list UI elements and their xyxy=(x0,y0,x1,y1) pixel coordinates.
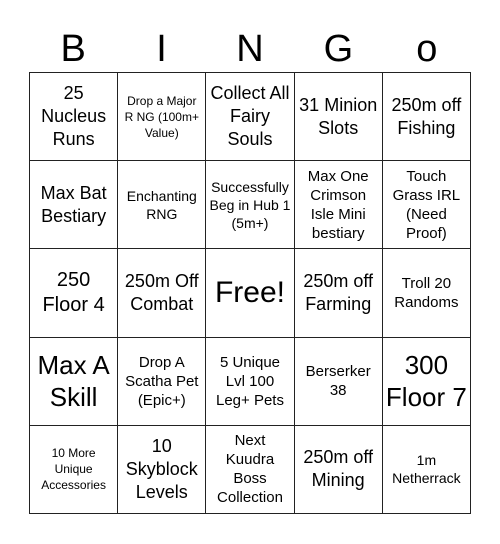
header-letter-i: I xyxy=(156,28,167,70)
bingo-cell[interactable] xyxy=(206,161,294,249)
bingo-cell[interactable] xyxy=(295,426,383,514)
cell-text: Max One Crimson Isle Mini bestiary xyxy=(307,167,369,242)
bingo-cell[interactable] xyxy=(383,426,471,514)
bingo-cell[interactable] xyxy=(295,161,383,249)
cell-text: Troll 20 Randoms xyxy=(394,274,459,311)
cell-text: 250 Floor 4 xyxy=(42,268,105,316)
cell-text: Free! xyxy=(214,275,285,309)
cell-text: 250m off Farming xyxy=(303,270,374,314)
bingo-cell[interactable] xyxy=(383,161,471,249)
cell-text: Successfully Beg in Hub 1 (5m+) xyxy=(209,178,291,231)
cell-text: Drop a Major R NG (100m+ Value) xyxy=(124,93,199,140)
bingo-cell[interactable] xyxy=(295,338,383,426)
cell-text: 250m Off Combat xyxy=(124,270,199,314)
bingo-cell[interactable] xyxy=(383,249,471,337)
header-letter-n: N xyxy=(236,28,264,70)
bingo-cell[interactable] xyxy=(118,161,206,249)
cell-text: 250m off Mining xyxy=(303,447,374,491)
bingo-cell[interactable] xyxy=(30,73,118,161)
bingo-cell[interactable] xyxy=(118,249,206,337)
cell-text: 300 Floor 7 xyxy=(385,350,467,413)
bingo-cell[interactable] xyxy=(118,426,206,514)
cell-text: 5 Unique Lvl 100 Leg+ Pets xyxy=(216,353,284,409)
bingo-cell[interactable] xyxy=(118,338,206,426)
cell-text: Touch Grass IRL (Need Proof) xyxy=(392,167,461,242)
cell-text: Enchanting RNG xyxy=(126,187,197,222)
cell-text: Max A Skill xyxy=(37,350,110,413)
cell-text: Max Bat Bestiary xyxy=(40,182,107,226)
bingo-header xyxy=(29,26,471,72)
bingo-cell[interactable] xyxy=(30,426,118,514)
header-letter-o: o xyxy=(416,28,438,70)
bingo-cell[interactable] xyxy=(383,73,471,161)
cell-text: Next Kuudra Boss Collection xyxy=(217,432,283,507)
cell-text: Drop A Scatha Pet (Epic+) xyxy=(125,353,199,409)
cell-text: 10 More Unique Accessories xyxy=(41,446,106,493)
header-letter-g: G xyxy=(323,28,354,70)
bingo-cell-free[interactable] xyxy=(206,249,294,337)
cell-text: 1m Netherrack xyxy=(392,452,461,487)
bingo-cell[interactable] xyxy=(118,73,206,161)
bingo-cell[interactable] xyxy=(295,73,383,161)
cell-text: 10 Skyblock Levels xyxy=(125,435,198,502)
bingo-cell[interactable] xyxy=(206,426,294,514)
bingo-cell[interactable] xyxy=(206,73,294,161)
bingo-grid xyxy=(29,72,471,514)
cell-text: Berserker 38 xyxy=(305,363,371,400)
header-letter-b: B xyxy=(60,28,86,70)
bingo-cell[interactable] xyxy=(295,249,383,337)
cell-text: 25 Nucleus Runs xyxy=(41,83,107,150)
cell-text: Collect All Fairy Souls xyxy=(210,83,290,150)
bingo-cell[interactable] xyxy=(206,338,294,426)
bingo-cell[interactable] xyxy=(30,161,118,249)
bingo-cell[interactable] xyxy=(30,338,118,426)
bingo-cell[interactable] xyxy=(383,338,471,426)
cell-text: 31 Minion Slots xyxy=(299,94,378,138)
cell-text: 250m off Fishing xyxy=(391,94,462,138)
bingo-cell[interactable] xyxy=(30,249,118,337)
